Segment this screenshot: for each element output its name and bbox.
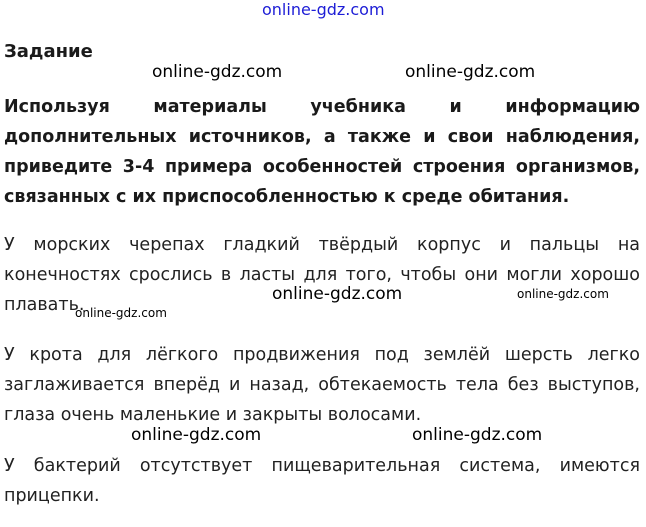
watermark: online-gdz.com xyxy=(152,62,283,82)
watermark: online-gdz.com xyxy=(412,425,543,445)
watermark: online-gdz.com xyxy=(517,287,609,301)
watermark: online-gdz.com xyxy=(75,306,167,320)
answer-paragraph-mole: У крота для лёгкого продвижения под землёй шерсть легко заглаживается вперёд и назад, обтекаемость тела без выступов, глаза очень маленькие и закрыты волосами. xyxy=(4,345,640,425)
task-text: Используя материалы учебника и информацию дополнительных источников, а также и свои наблюдения, приведите 3-4 примера особенностей строения организмов, связанных с их приспособленностью к среде обитания. xyxy=(4,97,640,207)
watermark: online-gdz.com xyxy=(272,284,403,304)
watermark-top: online-gdz.com xyxy=(262,0,385,19)
answer-paragraph-turtles: У морских черепах гладкий твёрдый корпус и пальцы на конечностях срослись в ласты для того, чтобы они могли хорошо плавать. xyxy=(4,235,640,315)
watermark: online-gdz.com xyxy=(131,425,262,445)
task-heading: Задание xyxy=(4,41,93,62)
watermark: online-gdz.com xyxy=(405,62,536,82)
answer-paragraph-bacteria: У бактерий отсутствует пищеварительная система, имеются прицепки. xyxy=(4,456,640,506)
